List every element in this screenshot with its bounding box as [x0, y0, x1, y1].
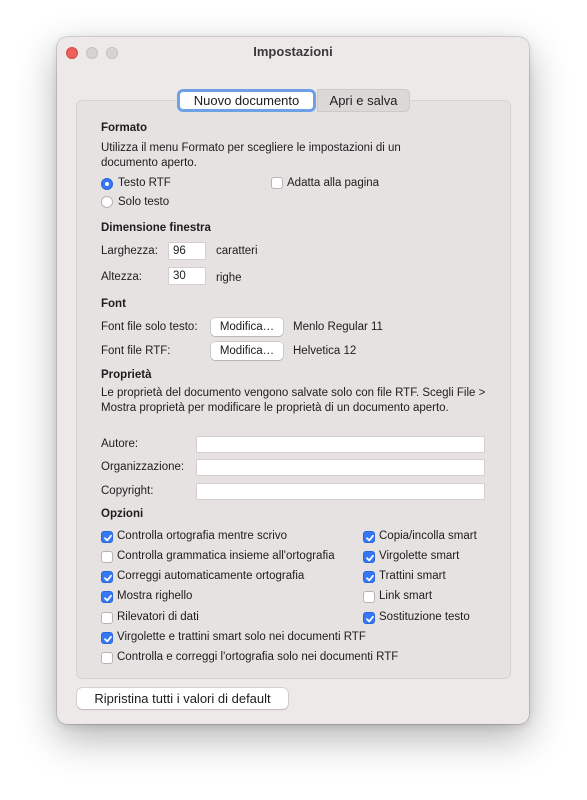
ripristina-default-button[interactable]: Ripristina tutti i valori di default — [77, 688, 288, 709]
title-bar — [57, 37, 529, 67]
option-label: Controlla grammatica insieme all'ortografia — [117, 550, 335, 562]
option-label: Sostituzione testo — [379, 611, 470, 623]
autore-input[interactable] — [196, 436, 485, 453]
option-checkbox[interactable] — [363, 571, 375, 583]
proprieta-description: Le proprietà del documento vengono salvate solo con file RTF. Scegli File > Mostra proprietà per modificare le proprietà di un documento aperto. — [101, 387, 486, 414]
option-checkbox[interactable] — [363, 612, 375, 624]
option-checkbox[interactable] — [101, 632, 113, 644]
option-label: Copia/incolla smart — [379, 530, 477, 542]
tab-apri-e-salva[interactable]: Apri e salva — [317, 89, 410, 112]
autore-label: Autore: — [101, 438, 139, 450]
option-checkbox[interactable] — [363, 591, 375, 603]
option-checkbox[interactable] — [101, 591, 113, 603]
copyright-input[interactable] — [196, 483, 485, 500]
dimensione-heading: Dimensione finestra — [101, 222, 211, 234]
checkbox-adatta-pagina-label: Adatta alla pagina — [287, 177, 380, 189]
proprieta-heading: Proprietà — [101, 369, 152, 381]
radio-testo-rtf[interactable] — [101, 178, 113, 190]
organizzazione-input[interactable] — [196, 459, 485, 476]
larghezza-unit: caratteri — [216, 245, 258, 257]
option-checkbox[interactable] — [101, 551, 113, 563]
option-label: Controlla ortografia mentre scrivo — [117, 530, 288, 542]
option-label: Trattini smart — [379, 570, 446, 582]
font-solo-testo-label: Font file solo testo: — [101, 321, 198, 333]
option-label: Controlla e correggi l'ortografia solo nei documenti RTF — [117, 651, 399, 663]
radio-testo-rtf-label: Testo RTF — [118, 177, 171, 189]
option-checkbox[interactable] — [101, 571, 113, 583]
font-rtf-label: Font file RTF: — [101, 345, 171, 357]
tab-nuovo-documento[interactable]: Nuovo documento — [177, 89, 316, 112]
radio-solo-testo-label: Solo testo — [118, 196, 170, 208]
option-checkbox[interactable] — [101, 652, 113, 664]
option-label: Mostra righello — [117, 590, 193, 602]
window-title: Impostazioni — [253, 44, 333, 59]
option-label: Virgolette smart — [379, 550, 460, 562]
option-checkbox[interactable] — [363, 551, 375, 563]
altezza-input[interactable]: 30 — [168, 267, 206, 285]
font-solo-testo-value: Menlo Regular 11 — [293, 321, 383, 333]
radio-solo-testo[interactable] — [101, 196, 113, 208]
font-heading: Font — [101, 298, 126, 310]
modifica-solo-testo-button[interactable]: Modifica… — [211, 318, 283, 336]
option-checkbox[interactable] — [101, 612, 113, 624]
larghezza-label: Larghezza: — [101, 245, 158, 257]
option-label: Rilevatori di dati — [117, 611, 199, 623]
option-checkbox[interactable] — [363, 531, 375, 543]
altezza-label: Altezza: — [101, 271, 142, 283]
option-checkbox[interactable] — [101, 531, 113, 543]
font-rtf-value: Helvetica 12 — [293, 345, 357, 357]
formato-description: Utilizza il menu Formato per scegliere le impostazioni di un documento aperto. — [101, 142, 401, 169]
larghezza-input[interactable]: 96 — [168, 242, 206, 260]
copyright-label: Copyright: — [101, 485, 154, 497]
checkbox-adatta-pagina[interactable] — [271, 177, 283, 189]
option-label: Correggi automaticamente ortografia — [117, 570, 305, 582]
preferences-window — [57, 37, 529, 724]
opzioni-heading: Opzioni — [101, 508, 144, 520]
organizzazione-label: Organizzazione: — [101, 461, 185, 473]
option-label: Link smart — [379, 590, 433, 602]
formato-heading: Formato — [101, 122, 147, 134]
altezza-unit: righe — [216, 272, 242, 284]
modifica-rtf-button[interactable]: Modifica… — [211, 342, 283, 360]
option-label: Virgolette e trattini smart solo nei documenti RTF — [117, 631, 366, 643]
